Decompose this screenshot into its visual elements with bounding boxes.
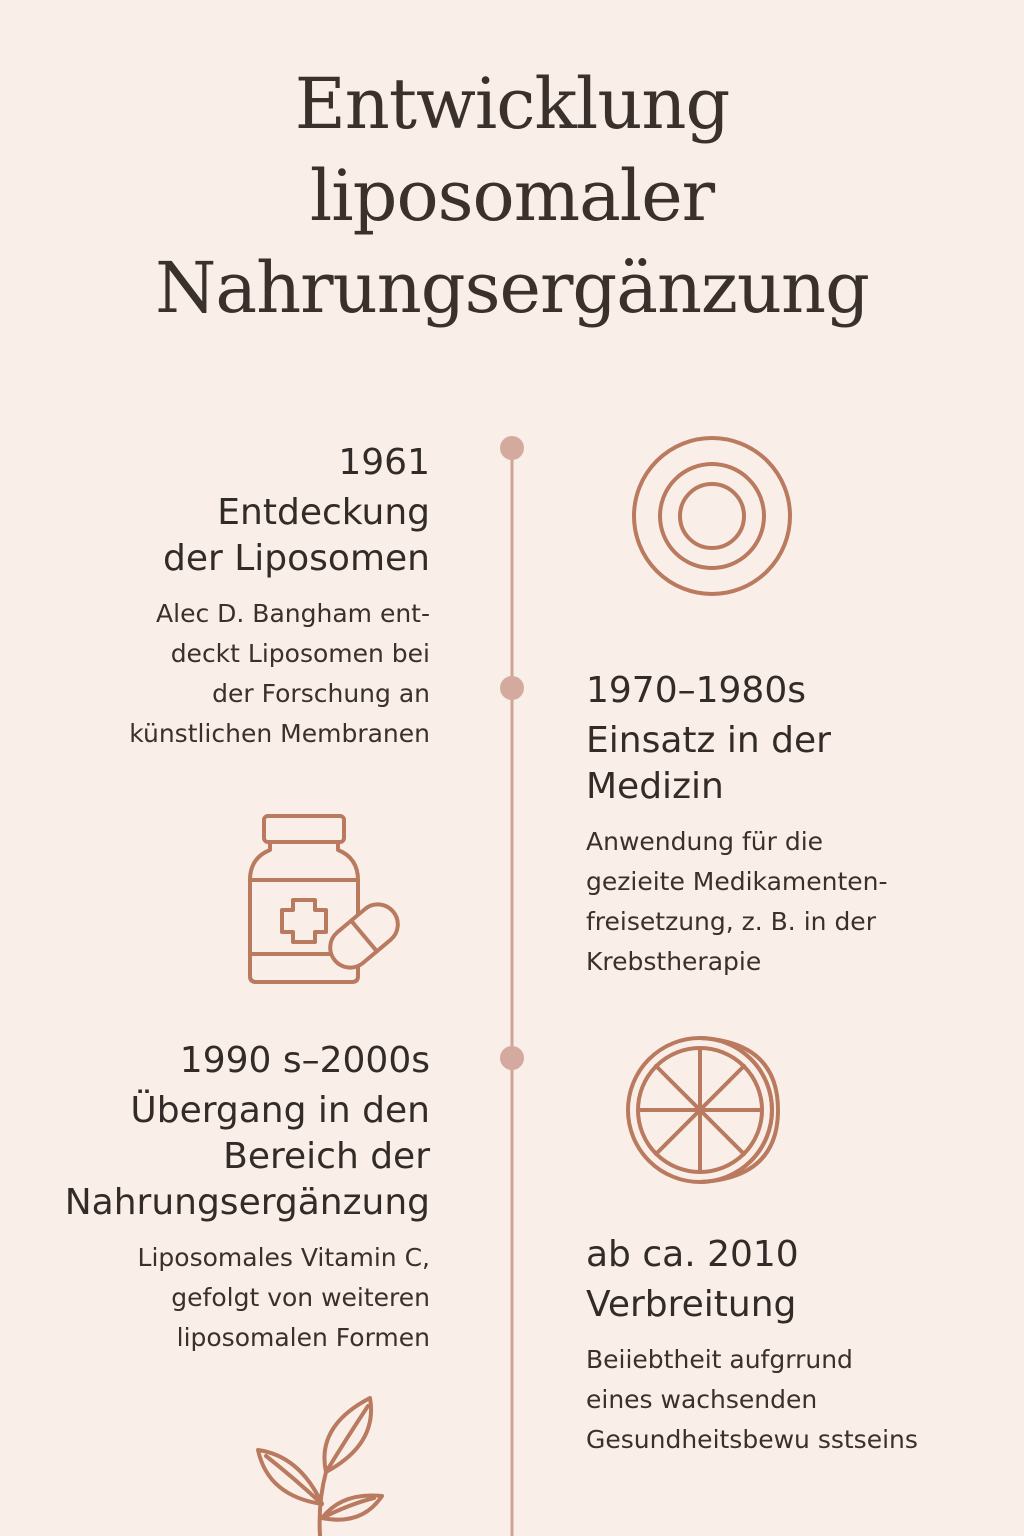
medicine-bottle-icon — [240, 806, 410, 996]
entry-heading — [10, 490, 430, 582]
title-line-1: Entwicklung — [294, 63, 730, 145]
timeline-entry-1990 — [0, 1038, 430, 1358]
entry-heading-line: Verbreitung — [586, 1284, 797, 1325]
entry-description — [586, 822, 1016, 982]
title-line-2: liposomaler — [309, 155, 715, 237]
entry-heading-line: Entdeckung — [217, 492, 430, 533]
entry-heading-line: Übergang in den — [130, 1090, 430, 1131]
entry-description — [10, 594, 430, 754]
entry-desc-line: gezieite Medikamenten- — [586, 867, 888, 896]
entry-desc-line: Beiiebtheit aufgrrund — [586, 1345, 853, 1374]
leaf-icon — [250, 1392, 390, 1536]
citrus-slice-icon — [620, 1030, 790, 1190]
entry-desc-line: Anwendung für die — [586, 827, 824, 856]
entry-desc-line: gefolgt von weiteren — [171, 1283, 430, 1312]
entry-desc-line: künstlichen Membranen — [129, 719, 430, 748]
entry-heading — [586, 718, 1016, 810]
concentric-circles-icon — [628, 436, 798, 606]
entry-heading-line: Medizin — [586, 766, 724, 807]
entry-desc-line: freisetzung, z. B. in der — [586, 907, 876, 936]
timeline-entry-1970 — [586, 668, 1016, 982]
timeline-entry-1961 — [10, 440, 430, 754]
entry-heading-line: Nahrungsergänzung — [64, 1182, 430, 1223]
entry-desc-line: der Forschung an — [212, 679, 430, 708]
entry-desc-line: Liposomales Vitamin C, — [137, 1243, 430, 1272]
timeline-entry-2010 — [586, 1232, 1016, 1460]
entry-heading — [0, 1088, 430, 1226]
timeline-dot-1961 — [500, 436, 524, 460]
entry-desc-line: Gesundheitsbewu sstseins — [586, 1425, 918, 1454]
entry-desc-line: eines wachsenden — [586, 1385, 818, 1414]
entry-desc-line: Krebstherapie — [586, 947, 762, 976]
timeline-dot-1970 — [500, 676, 524, 700]
entry-heading-line: Einsatz in der — [586, 720, 831, 761]
entry-desc-line: liposomalen Formen — [176, 1323, 430, 1352]
entry-heading-line: Bereich der — [223, 1136, 430, 1177]
entry-year: 1961 — [338, 442, 430, 483]
entry-description — [0, 1238, 430, 1358]
timeline-dot-1990 — [500, 1046, 524, 1070]
entry-description — [586, 1340, 1016, 1460]
entry-year: 1970–1980s — [586, 670, 806, 711]
entry-heading — [586, 1282, 1016, 1328]
title-line-3: Nahrungsergänzung — [155, 247, 869, 329]
entry-year: 1990 s–2000s — [179, 1040, 430, 1081]
entry-heading-line: der Liposomen — [163, 538, 430, 579]
entry-desc-line: deckt Liposomen bei — [170, 639, 430, 668]
entry-year: ab ca. 2010 — [586, 1234, 799, 1275]
entry-desc-line: Alec D. Bangham ent- — [156, 599, 430, 628]
